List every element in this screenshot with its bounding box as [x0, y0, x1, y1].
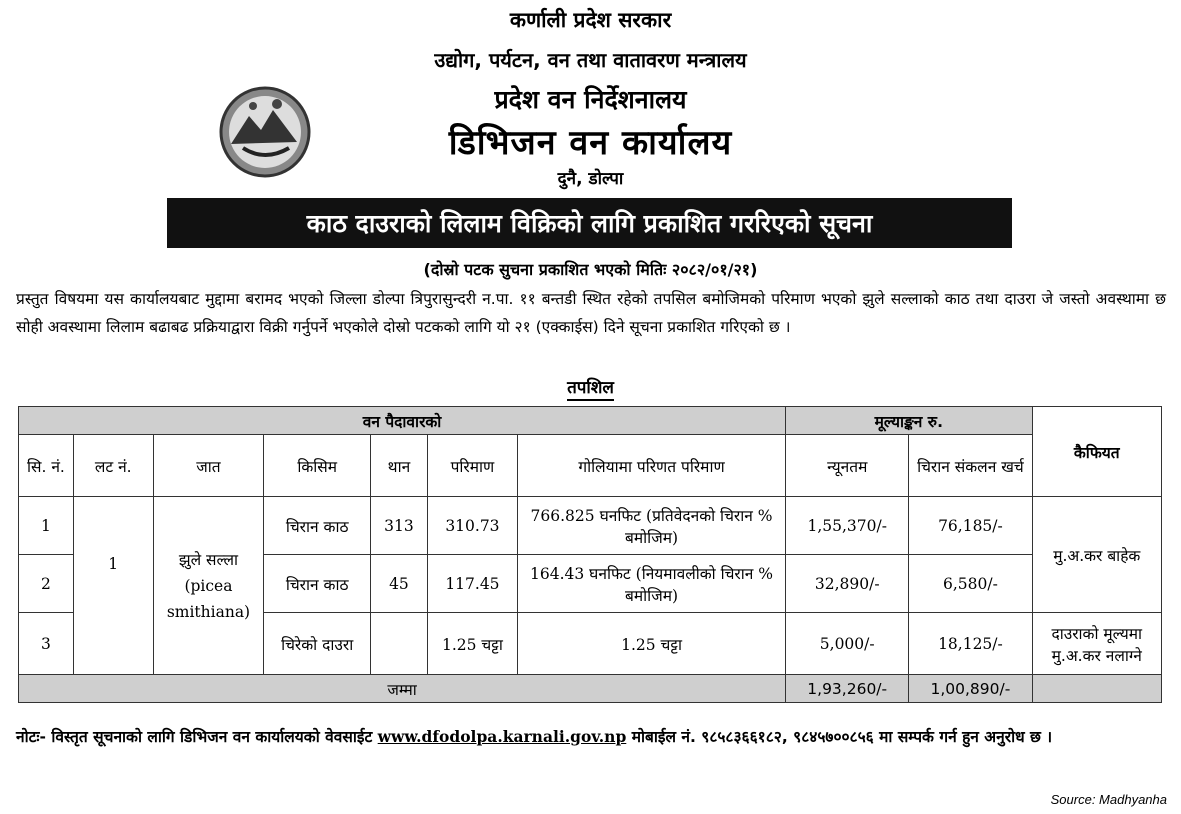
remarks-cell: मु.अ.कर बाहेक — [1032, 497, 1161, 613]
sn-header: सि. नं. — [19, 435, 74, 497]
total-remarks — [1032, 675, 1161, 703]
minimum-cell: 5,000/- — [786, 613, 909, 675]
note — [16, 722, 1166, 752]
cost-cell: 76,185/- — [909, 497, 1032, 555]
remarks-cell: दाउराको मूल्यमा मु.अ.कर नलाग्ने — [1032, 613, 1161, 675]
directorate-name: प्रदेश वन निर्देशनालय — [494, 85, 687, 114]
species-cell: झुले सल्ला (picea smithiana) — [153, 497, 264, 675]
lot-cell: 1 — [73, 497, 153, 675]
converted-cell: 1.25 चट्टा — [517, 613, 785, 675]
table-title: तपशिल — [0, 375, 1181, 398]
minimum-cell: 1,55,370/- — [786, 497, 909, 555]
lot-table — [18, 406, 1162, 703]
pieces-cell — [370, 613, 427, 675]
govt-name: कर्णाली प्रदेश सरकार — [509, 8, 672, 32]
notice-paragraph: प्रस्तुत विषयमा यस कार्यालयबाट मुद्दामा बरामद भएको जिल्ला डोल्पा त्रिपुरासुन्दरी न.पा. ११ बन्तडी स्थित रहेको तपसिल बमोजिमको परिमाण भएको झुले सल्लाको काठ तथा दाउरा जे जस्तो अवस्थामा छ सोही अवस्थामा लिलाम बढाबढ प्रक्रियाद्वारा विक्री गर्नुपर्ने भएकोले दोस्रो पटकको लागि यो २१ (एक्काईस) दिने सूचना प्रकाशित गरिएको छ । — [16, 290, 1166, 336]
quantity-cell: 117.45 — [427, 555, 517, 613]
converted-header: गोलियामा परिणत परिमाण — [517, 435, 785, 497]
total-row — [19, 675, 1162, 703]
pieces-cell: 45 — [370, 555, 427, 613]
total-minimum: 1,93,260/- — [786, 675, 909, 703]
nepal-emblem-icon — [213, 82, 317, 182]
office-location: दुनै, डोल्पा — [557, 169, 624, 189]
lot-header: लट नं. — [73, 435, 153, 497]
ministry-name: उद्योग, पर्यटन, वन तथा वातावरण मन्त्रालय — [434, 48, 747, 72]
remarks-header: कैफियत — [1032, 407, 1161, 497]
publish-date-note: (दोस्रो पटक सुचना प्रकाशित भएको मितिः २०८२/०१/२१) — [423, 260, 758, 279]
species-header: जात — [153, 435, 264, 497]
cost-cell: 6,580/- — [909, 555, 1032, 613]
notice-banner: काठ दाउराको लिलाम विक्रिको लागि प्रकाशित गररिएको सूचना — [167, 198, 1012, 248]
converted-cell: 164.43 घनफिट (नियमावलीको चिरान % बमोजिम) — [517, 555, 785, 613]
quantity-cell: 310.73 — [427, 497, 517, 555]
sn-cell: 1 — [19, 497, 74, 555]
note-prefix: नोटः- विस्तृत सूचनाको लागि डिभिजन वन कार्यालयको वेवसाईट — [16, 728, 373, 746]
minimum-cell: 32,890/- — [786, 555, 909, 613]
source-credit: Source: Madhyanha — [1050, 792, 1167, 807]
total-label: जम्मा — [19, 675, 786, 703]
sn-cell: 3 — [19, 613, 74, 675]
type-cell: चिरेको दाउरा — [264, 613, 371, 675]
office-name: डिभिजन वन कार्यालय — [448, 123, 733, 163]
type-cell: चिरान काठ — [264, 497, 371, 555]
table-row — [19, 497, 1162, 555]
group-valuation-header: मूल्याङ्कन रु. — [786, 407, 1032, 435]
sn-cell: 2 — [19, 555, 74, 613]
cost-header: चिरान संकलन खर्च — [909, 435, 1032, 497]
minimum-header: न्यूनतम — [786, 435, 909, 497]
group-forest-header: वन पैदावारको — [19, 407, 786, 435]
pieces-cell: 313 — [370, 497, 427, 555]
pieces-header: थान — [370, 435, 427, 497]
converted-cell: 766.825 घनफिट (प्रतिवेदनको चिरान % बमोजिम) — [517, 497, 785, 555]
note-suffix: मोबाईल नं. ९८५८३६६१८२, ९८४५७००८५६ मा सम्पर्क गर्न हुन अनुरोध छ । — [631, 728, 1053, 746]
total-cost: 1,00,890/- — [909, 675, 1032, 703]
type-header: किसिम — [264, 435, 371, 497]
type-cell: चिरान काठ — [264, 555, 371, 613]
cost-cell: 18,125/- — [909, 613, 1032, 675]
quantity-header: परिमाण — [427, 435, 517, 497]
quantity-cell: 1.25 चट्टा — [427, 613, 517, 675]
website-link[interactable]: www.dfodolpa.karnali.gov.np — [377, 727, 627, 746]
